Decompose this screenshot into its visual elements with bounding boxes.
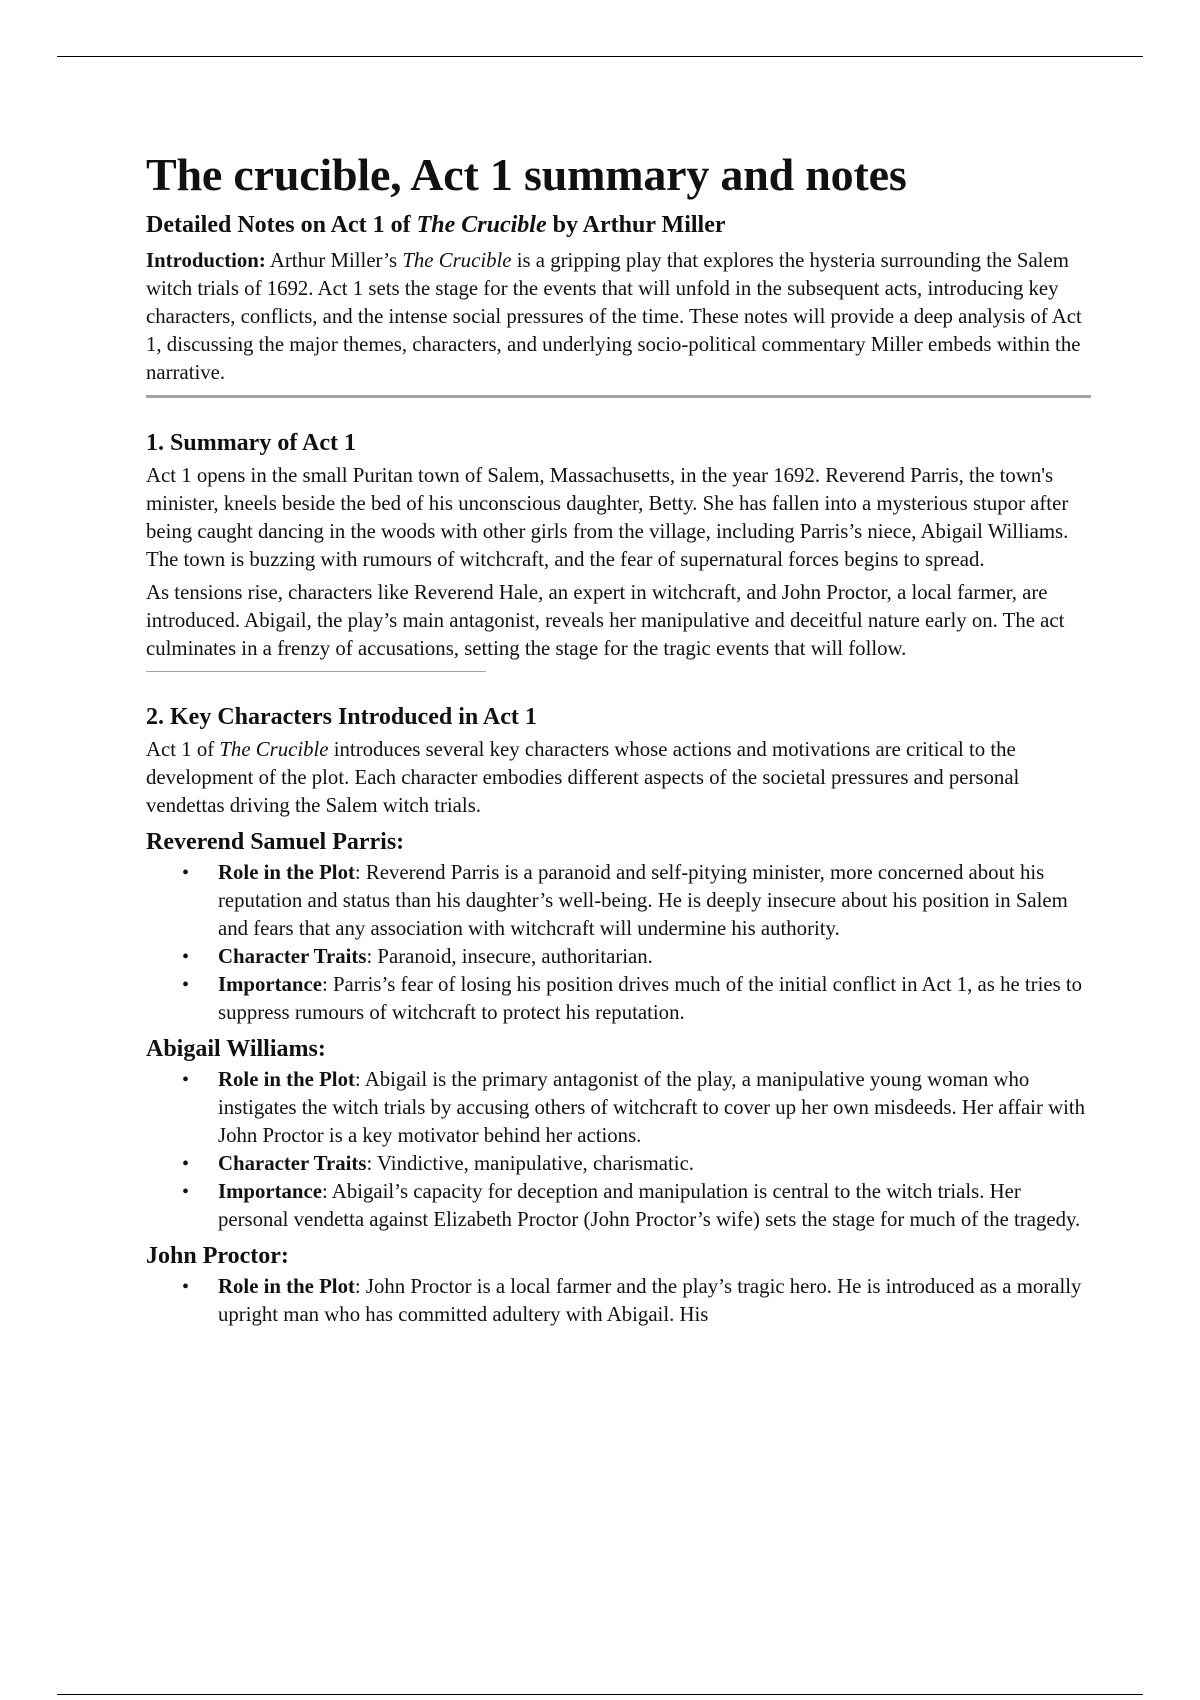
list-item — [146, 971, 1091, 1027]
subtitle-suffix: by Arthur Miller — [546, 212, 726, 238]
list-item — [146, 1178, 1091, 1234]
item-text: : Parris’s fear of losing his position drives much of the initial conflict in Act 1, as he tries to suppress rumours of witchcraft to protect his reputation. — [218, 973, 1083, 1024]
characters-intro-work-title: The Crucible — [219, 738, 329, 761]
subtitle-prefix: Detailed Notes on Act 1 of — [146, 212, 417, 238]
item-text: : Abigail is the primary antagonist of the play, a manipulative young woman who instigates the witch trials by accusing others of witchcraft to cover up her own misdeeds. Her affair with John Proctor is a key motivator behind her actions. — [218, 1068, 1086, 1147]
item-text: : Abigail’s capacity for deception and manipulation is central to the witch trials. Her personal vendetta against Elizabeth Proctor (John Proctor’s wife) sets the stage for much of the tragedy. — [218, 1180, 1081, 1231]
item-label: Role in the Plot — [218, 861, 355, 884]
subtitle-work-title: The Crucible — [416, 212, 547, 238]
introduction-paragraph — [146, 247, 1091, 387]
section-divider — [146, 395, 1091, 398]
intro-pre: Arthur Miller’s — [265, 249, 403, 272]
page-top-rule — [57, 56, 1143, 57]
item-label: Importance — [218, 1180, 322, 1203]
intro-work-title: The Crucible — [402, 249, 512, 272]
character-heading-proctor: John Proctor: — [146, 1243, 289, 1269]
page-bottom-rule — [57, 1694, 1143, 1695]
short-divider — [146, 671, 486, 672]
summary-paragraph-2: As tensions rise, characters like Reverend Hale, an expert in witchcraft, and John Proctor, a local farmer, are introduced. Abigail, the play’s main antagonist, reveals her manipulative and deceitful nature early on. The act culminates in a frenzy of accusations, setting the stage for the tragic events that will follow. — [146, 581, 1065, 660]
item-label: Character Traits — [218, 945, 367, 968]
character-heading-abigail: Abigail Williams: — [146, 1036, 326, 1062]
character-heading-parris: Reverend Samuel Parris: — [146, 829, 405, 855]
intro-text: is a gripping play that explores the hysteria surrounding the Salem witch trials of 1692. Act 1 sets the stage for the events that will unfold in the subsequent acts, introducing key characters, conflicts, and the intense social pressures of the time. These notes will provide a deep analysis of Act 1, discussing the major themes, characters, and underlying socio-political commentary Miller embeds within the narrative. — [146, 249, 1082, 384]
characters-intro-text: introduces several key characters whose actions and motivations are critical to the development of the plot. Each character embodies different aspects of the societal pressures and personal vendettas driving the Salem witch trials. — [146, 738, 1020, 817]
summary-paragraph-1: Act 1 opens in the small Puritan town of Salem, Massachusetts, in the year 1692. Reverend Parris, the town's minister, kneels beside the bed of his unconscious daughter, Betty. She has fallen into a mysterious stupor after being caught dancing in the woods with other girls from the village, including Parris’s niece, Abigail Williams. The town is buzzing with rumours of witchcraft, and the fear of supernatural forces begins to spread. — [146, 464, 1069, 571]
character-list-proctor — [146, 1273, 1091, 1329]
item-label: Importance — [218, 973, 322, 996]
item-text: : Paranoid, insecure, authoritarian. — [366, 945, 653, 968]
item-text: : Reverend Parris is a paranoid and self-pitying minister, more concerned about his reputation and status than his daughter’s well-being. He is deeply insecure about his position in Salem and fears that any association with witchcraft will undermine his authority. — [218, 861, 1068, 940]
document-body — [146, 145, 1091, 1329]
character-list-parris — [146, 859, 1091, 1027]
characters-intro-paragraph — [146, 736, 1091, 820]
characters-intro-pre: Act 1 of — [146, 738, 220, 761]
list-item — [146, 1150, 1091, 1178]
list-item — [146, 1273, 1091, 1329]
section-heading-summary: 1. Summary of Act 1 — [146, 430, 356, 456]
section-heading-characters: 2. Key Characters Introduced in Act 1 — [146, 704, 537, 730]
list-item — [146, 859, 1091, 943]
character-list-abigail — [146, 1066, 1091, 1234]
item-label: Character Traits — [218, 1152, 367, 1175]
document-title: The crucible, Act 1 summary and notes — [146, 149, 907, 200]
item-label: Role in the Plot — [218, 1068, 355, 1091]
item-label: Role in the Plot — [218, 1275, 355, 1298]
item-text: : John Proctor is a local farmer and the play’s tragic hero. He is introduced as a morally upright man who has committed adultery with Abigail. His — [218, 1275, 1082, 1326]
item-text: : Vindictive, manipulative, charismatic. — [366, 1152, 694, 1175]
document-subtitle — [146, 207, 1091, 243]
list-item — [146, 943, 1091, 971]
intro-label: Introduction: — [146, 249, 266, 272]
list-item — [146, 1066, 1091, 1150]
